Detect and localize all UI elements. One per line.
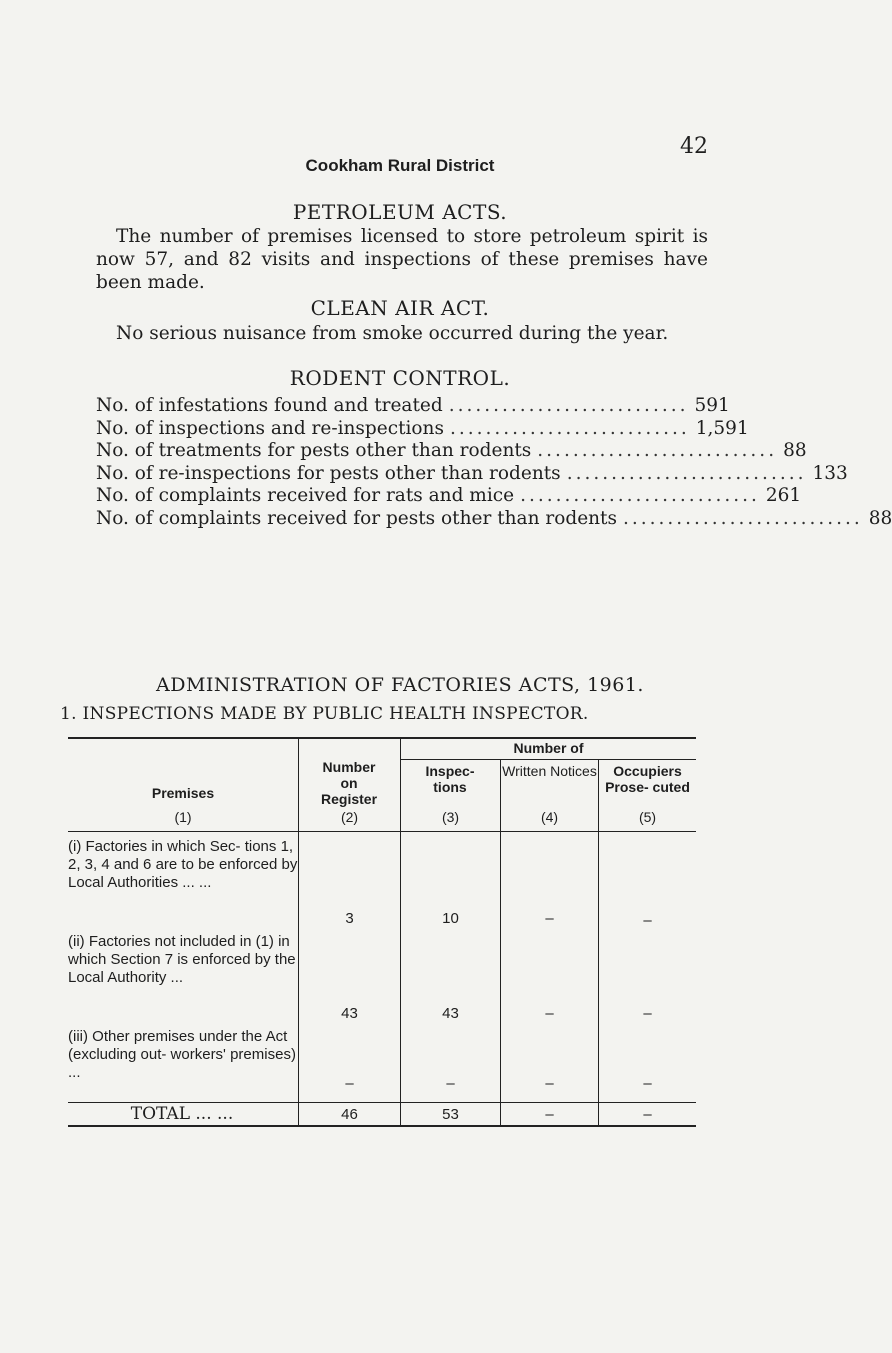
premises-col-num: (1) bbox=[174, 809, 192, 825]
notices-cell: – bbox=[545, 1075, 554, 1092]
rodent-heading: RODENT CONTROL. bbox=[289, 366, 511, 390]
col-rule bbox=[400, 737, 401, 1127]
notices-cell: – bbox=[545, 910, 554, 927]
rodent-stats bbox=[96, 395, 892, 530]
stat-value: 1,591 bbox=[695, 417, 749, 439]
stat-row: No. of complaints received for pests other than rodents ........................... 88 bbox=[96, 507, 892, 529]
number-of-header: Number of bbox=[513, 740, 584, 756]
prosecuted-cell: – bbox=[643, 1005, 652, 1022]
notices-cell: – bbox=[545, 1005, 554, 1022]
page-number: 42 bbox=[680, 134, 708, 159]
stat-value: 133 bbox=[812, 462, 848, 484]
stat-label: No. of infestations found and treated bbox=[96, 395, 443, 416]
stat-row: No. of infestations found and treated ........................... 591 bbox=[96, 395, 730, 416]
stat-row: No. of re-inspections for pests other than rodents ........................... 133 bbox=[96, 462, 848, 484]
total-notices: – bbox=[545, 1106, 554, 1123]
stat-label: No. of complaints received for rats and mice bbox=[96, 485, 515, 506]
premises-header: Premises bbox=[151, 785, 215, 801]
factories-subheading: 1. INSPECTIONS MADE BY PUBLIC HEALTH INSPECTOR. bbox=[60, 704, 589, 724]
register-col-num: (2) bbox=[340, 809, 359, 825]
prosecuted-cell: – bbox=[643, 1075, 652, 1092]
petroleum-text: The number of premises licensed to store petroleum spirit is now 57, and 82 visits and inspections of these premises have been made. bbox=[96, 226, 708, 293]
table-row-label: (iii) Other premises under the Act (excluding out- workers' premises) ... bbox=[68, 1028, 296, 1081]
inspections-header: Inspec- tions bbox=[425, 763, 475, 795]
total-register: 46 bbox=[341, 1106, 358, 1123]
stat-label: No. of treatments for pests other than rodents bbox=[96, 440, 532, 461]
table-top-rule bbox=[68, 737, 696, 739]
inspections-cell: – bbox=[446, 1075, 455, 1092]
stat-row: No. of complaints received for rats and mice ........................... 261 bbox=[96, 485, 802, 506]
notices-col-num: (4) bbox=[540, 809, 559, 825]
notices-header: Written Notices bbox=[502, 763, 597, 779]
table-row-label: (ii) Factories not included in (1) in which Section 7 is enforced by the Local Authority ... bbox=[68, 933, 296, 986]
clean-air-text: No serious nuisance from smoke occurred during the year. bbox=[116, 323, 669, 344]
inspections-cell: 43 bbox=[442, 1005, 459, 1022]
clean-air-heading: CLEAN AIR ACT. bbox=[310, 296, 490, 320]
inspections-cell: 10 bbox=[442, 910, 459, 927]
stat-label: No. of re-inspections for pests other than rodents bbox=[96, 462, 561, 484]
stat-label: No. of inspections and re-inspections bbox=[96, 417, 444, 439]
prosecuted-cell: – bbox=[643, 912, 652, 929]
register-cell: 43 bbox=[341, 1005, 358, 1022]
stat-value: 261 bbox=[765, 485, 802, 506]
inspections-col-num: (3) bbox=[441, 809, 460, 825]
total-top-rule bbox=[68, 1102, 696, 1103]
prosecuted-col-num: (5) bbox=[638, 809, 657, 825]
stat-label: No. of complaints received for pests other than rodents bbox=[96, 507, 617, 529]
stat-value: 88 bbox=[783, 440, 807, 461]
prosecuted-header: Occupiers Prose- cuted bbox=[605, 763, 690, 795]
stat-value: 591 bbox=[694, 395, 730, 416]
total-prosecuted: – bbox=[643, 1106, 652, 1123]
register-cell: – bbox=[345, 1075, 354, 1092]
factories-heading: ADMINISTRATION OF FACTORIES ACTS, 1961. bbox=[156, 674, 644, 696]
register-cell: 3 bbox=[345, 910, 354, 927]
register-header: Number on Register bbox=[321, 759, 378, 807]
total-inspections: 53 bbox=[442, 1106, 459, 1123]
stat-row: No. of treatments for pests other than rodents ........................... 88 bbox=[96, 440, 807, 461]
district-title: Cookham Rural District bbox=[305, 156, 495, 175]
header-bottom-rule bbox=[68, 831, 696, 832]
number-of-rule bbox=[400, 759, 696, 760]
inspections-table bbox=[68, 737, 696, 1128]
table-row-label: (i) Factories in which Sec- tions 1, 2, 3, 4 and 6 are to be enforced by Local Authorities ... ... bbox=[68, 838, 298, 891]
col-rule bbox=[298, 737, 299, 1127]
stat-row: No. of inspections and re-inspections ........................... 1,591 bbox=[96, 417, 749, 439]
total-label: TOTAL ... ... bbox=[130, 1104, 234, 1124]
petroleum-heading: PETROLEUM ACTS. bbox=[292, 200, 508, 224]
stat-value: 88 bbox=[868, 507, 892, 529]
table-bottom-rule bbox=[68, 1125, 696, 1127]
